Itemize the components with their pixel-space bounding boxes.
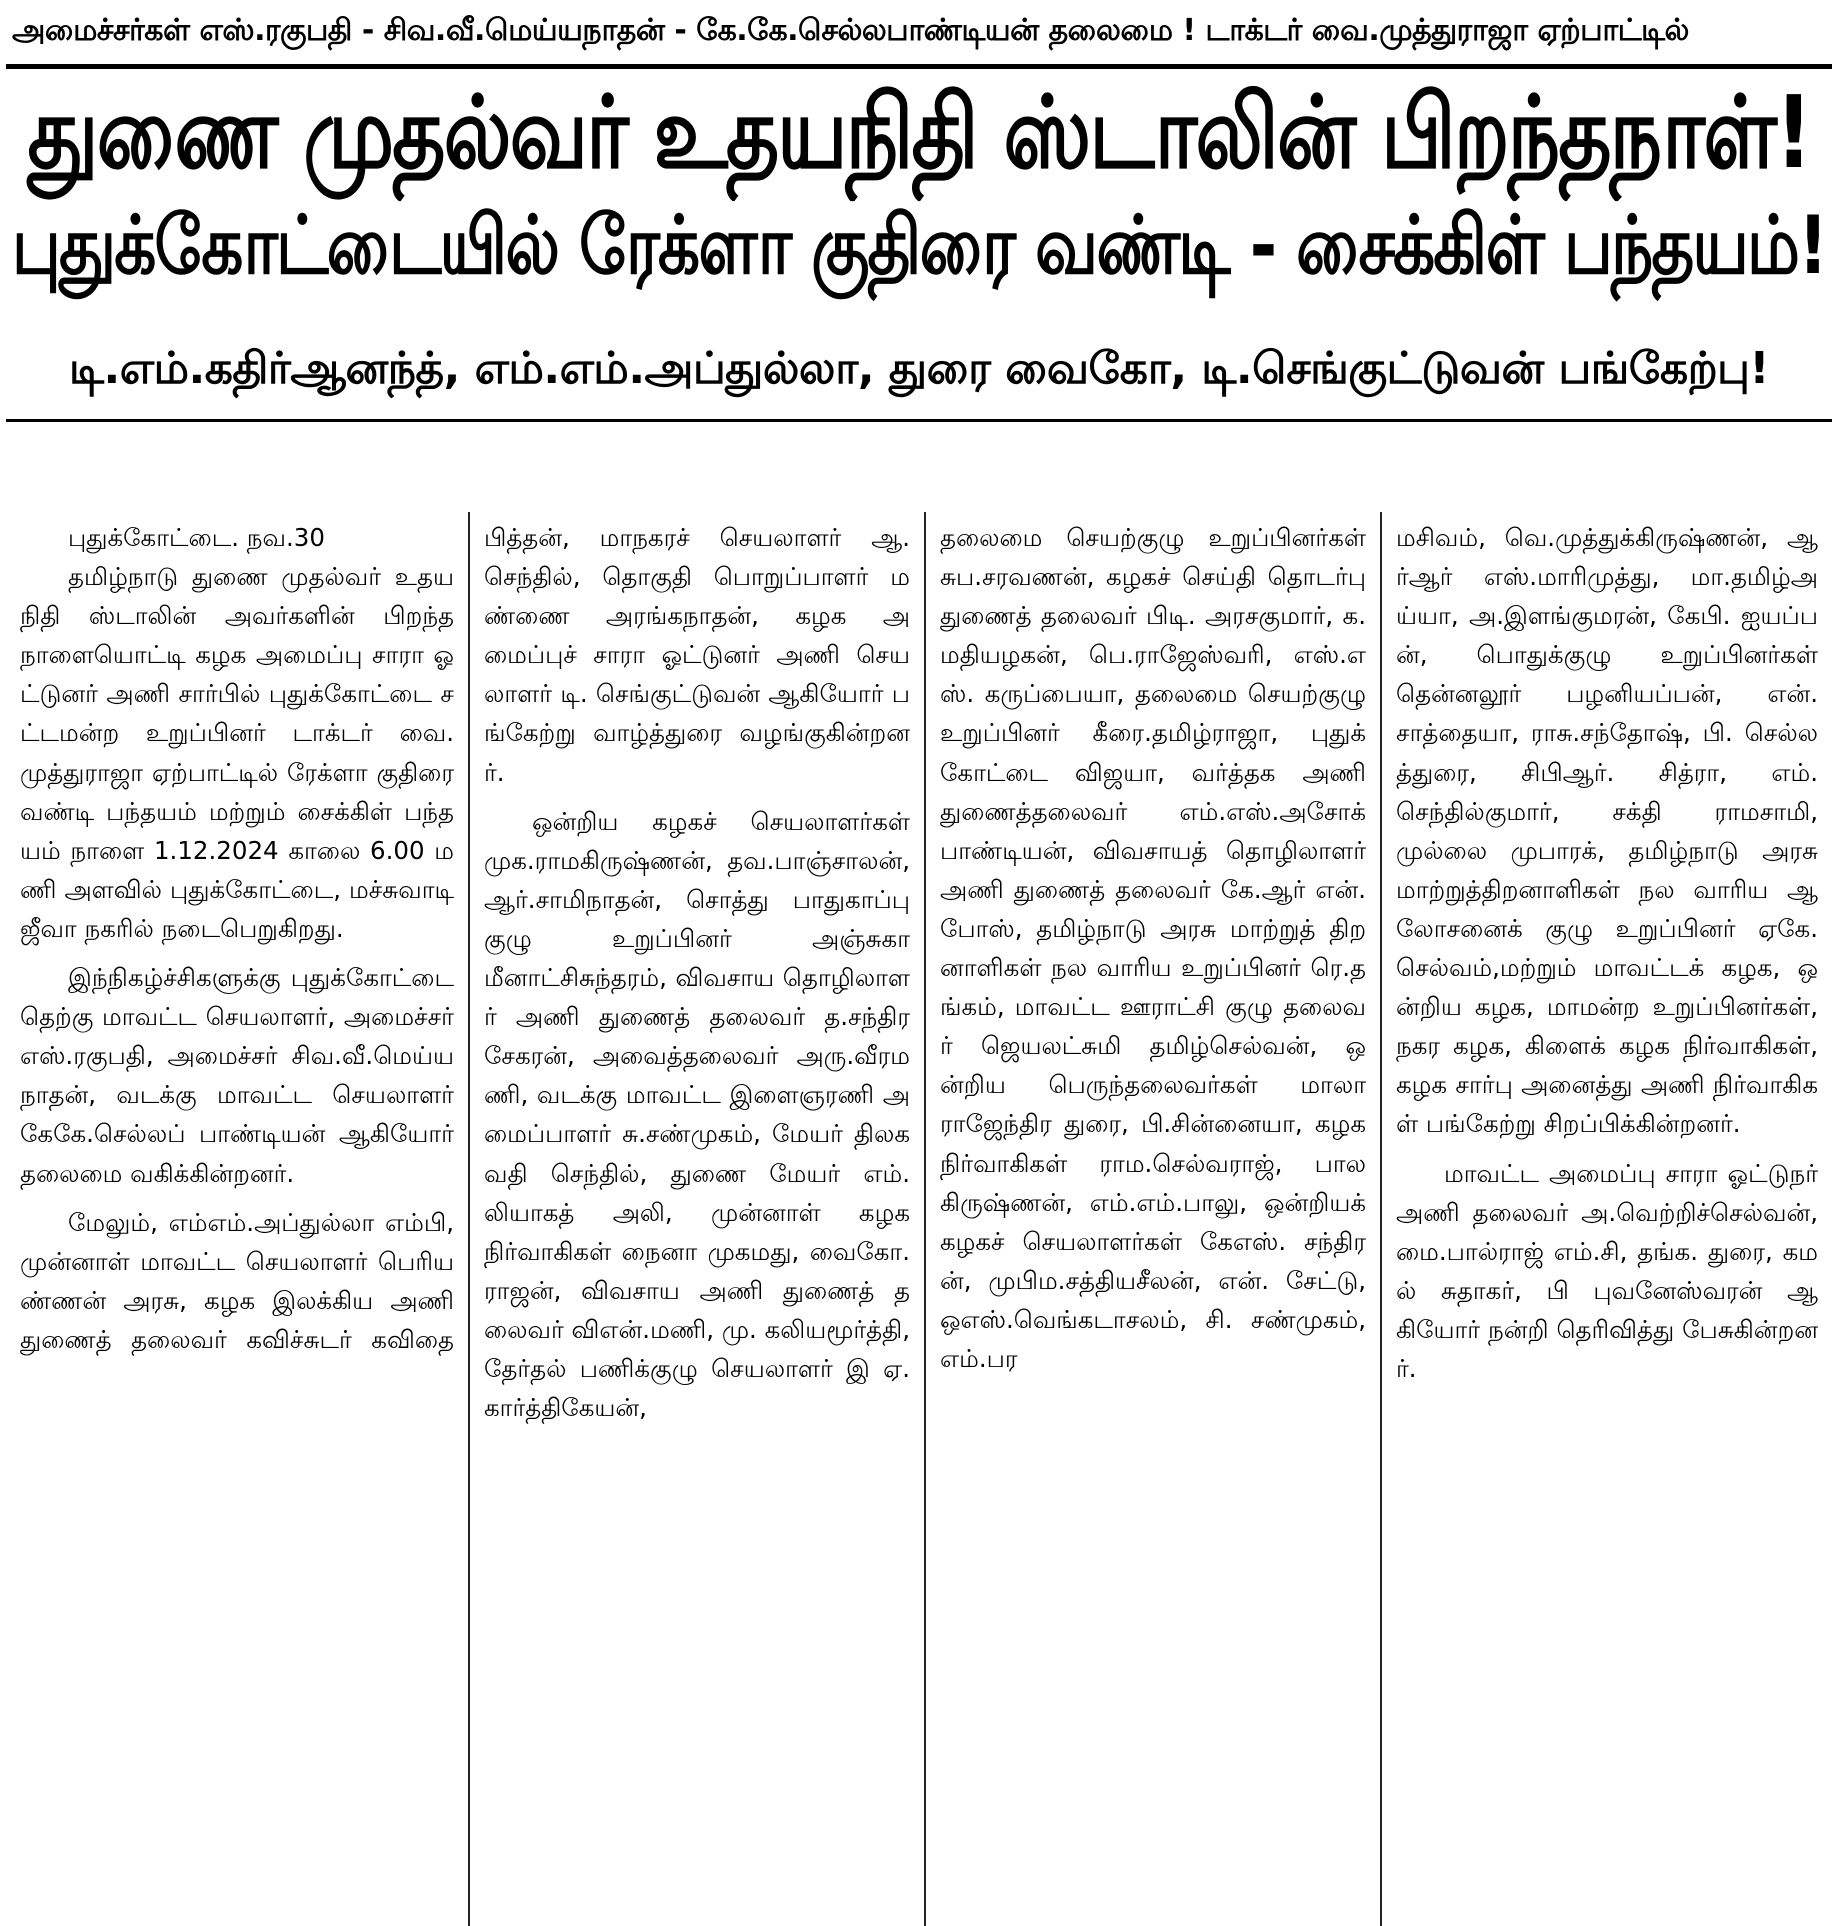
headline-line-2: புதுக்கோட்டையில் ரேக்ளா குதிரை வண்டி - சைக்கிள் பந்தயம்! — [11, 198, 1827, 293]
kicker-line: அமைச்சர்கள் எஸ்.ரகுபதி - சிவ.வீ.மெய்யநாதன் - கே.கே.செல்லபாண்டியன் தலைமை ! டாக்டர் வை.முத்துராஜா ஏற்பாட்டில் — [12, 12, 1689, 48]
subheadline: டி.எம்.கதிர்ஆனந்த், எம்.எம்.அப்துல்லா, துரை வைகோ, டி.செங்குட்டுவன் பங்கேற்பு! — [69, 343, 1769, 394]
column-3 — [926, 512, 1382, 1926]
column-2 — [470, 512, 926, 1926]
paragraph: மசிவம், வெ.முத்துக்கிருஷ்ணன், ஆர்ஆர் எஸ்.மாரிமுத்து, மா.தமிழ்அய்யா, அ.இளங்குமரன், கேபி. ஐயப்பன், பொதுக்குழு உறுப்பினர்கள் தென்னலூர் பழனியப்பன், என். சாத்தையா, ராசு.சந்தோஷ், பி. செல்லத்துரை, சிபிஆர். சித்ரா, எம். செந்தில்குமார், சக்தி ராமசாமி,முல்லை முபாரக், தமிழ்நாடு அரசு மாற்றுத்திறனாளிகள் நல வாரிய ஆலோசனைக் குழு உறுப்பினர் ஏகே.செல்வம்,மற்றும் மாவட்டக் கழக, ஒன்றிய கழக, மாமன்ற உறுப்பினர்கள், நகர கழக, கிளைக் கழக நிர்வாகிகள், கழக சார்பு அனைத்து அணி நிர்வாகிகள் பங்கேற்று சிறப்பிக்கின்றனர். — [1396, 523, 1818, 1139]
paragraph: தமிழ்நாடு துணை முதல்வர் உதயநிதி ஸ்டாலின் அவர்களின் பிறந்தநாளையொட்டி கழக அமைப்பு சாரா ஓட்டுனர் அணி சார்பில் புதுக்கோட்டை சட்டமன்ற உறுப்பினர் டாக்டர் வை.முத்துராஜா ஏற்பாட்டில் ரேக்ளா குதிரை வண்டி பந்தயம் மற்றும் சைக்கிள் பந்தயம் நாளை 1.12.2024 காலை 6.00 மணி அளவில் புதுக்கோட்டை, மச்சுவாடி ஜீவா நகரில் நடைபெறுகிறது. — [20, 562, 454, 943]
headline-line-1: துணை முதல்வர் உதயநிதி ஸ்டாலின் பிறந்தநாள்! — [27, 75, 1811, 192]
column-4 — [1382, 512, 1832, 1926]
paragraph: மாவட்ட அமைப்பு சாரா ஓட்டுநர் அணி தலைவர் அ.வெற்றிச்செல்வன், மை.பால்ராஜ் எம்.சி, தங்க. துரை, கமல் சுதாகர், பி புவனேஸ்வரன் ஆகியோர் நன்றி தெரிவித்து பேசுகின்றனர். — [1396, 1158, 1818, 1383]
paragraph: பித்தன், மாநகரச் செயலாளர் ஆ.செந்தில், தொகுதி பொறுப்பாளர் மண்ணை அரங்கநாதன், கழக அமைப்புச் சாரா ஓட்டுனர் அணி செயலாளர் டி. செங்குட்டுவன் ஆகியோர் பங்கேற்று வாழ்த்துரை வழங்குகின்றனர். — [484, 523, 910, 787]
dateline: புதுக்கோட்டை. நவ.30 — [68, 523, 325, 552]
subheadline-divider — [6, 419, 1832, 422]
paragraph: தலைமை செயற்குழு உறுப்பினர்கள் சுப.சரவணன், கழகச் செய்தி தொடர்பு துணைத் தலைவர் பிடி. அரசகுமார், க.மதியழகன், பெ.ராஜேஸ்வரி, எஸ்.எஸ். கருப்பையா, தலைமை செயற்குழு உறுப்பினர் கீரை.தமிழ்ராஜா, புதுக் கோட்டை விஜயா, வர்த்தக அணி துணைத்தலைவர் எம்.எஸ்.அசோக் பாண்டியன், விவசாயத் தொழிலாளர் அணி துணைத் தலைவர் கே.ஆர் என்.போஸ், தமிழ்நாடு அரசு மாற்றுத் திறனாளிகள் நல வாரிய உறுப்பினர் ரெ.தங்கம், மாவட்ட ஊராட்சி குழு தலைவர் ஜெயலட்சுமி தமிழ்செல்வன், ஒன்றிய பெருந்தலைவர்கள் மாலா ராஜேந்திர துரை, பி.சின்னையா, கழக நிர்வாகிகள் ராம.செல்வராஜ், பாலகிருஷ்ணன், எம்.எம்.பாலு, ஒன்றியக் கழகச் செயலாளர்கள் கேஎஸ். சந்திரன், முபிம.சத்தியசீலன், என். சேட்டு, ஒஎஸ்.வெங்கடாசலம், சி. சண்முகம், எம்.பர — [940, 523, 1366, 1373]
column-1 — [6, 512, 470, 1926]
article-body — [6, 512, 1832, 1926]
paragraph: ஒன்றிய கழகச் செயலாளர்கள் முக.ராமகிருஷ்ணன், தவ.பாஞ்சாலன், ஆர்.சாமிநாதன், சொத்து பாதுகாப்பு குழு உறுப்பினர் அஞ்சுகா மீனாட்சிசுந்தரம், விவசாய தொழிலாளர் அணி துணைத் தலைவர் த.சந்திரசேகரன், அவைத்தலைவர் அரு.வீரமணி, வடக்கு மாவட்ட இளைஞரணி அமைப்பாளர் சு.சண்முகம், மேயர் திலகவதி செந்தில், துணை மேயர் எம். லியாகத் அலி, முன்னாள் கழக நிர்வாகிகள் நைனா முகமது, வைகோ.ராஜன், விவசாய அணி துணைத் தலைவர் விஎன்.மணி, மு. கலியமூர்த்தி, தேர்தல் பணிக்குழு செயலாளர் இ ஏ. கார்த்திகேயன், — [484, 806, 910, 1423]
paragraph: மேலும், எம்எம்.அப்துல்லா எம்பி, முன்னாள் மாவட்ட செயலாளர் பெரியண்ணன் அரசு, கழக இலக்கிய அணி துணைத் தலைவர் கவிச்சுடர் கவிதை — [20, 1207, 454, 1354]
paragraph: இந்நிகழ்ச்சிகளுக்கு புதுக்கோட்டை தெற்கு மாவட்ட செயலாளர், அமைச்சர் எஸ்.ரகுபதி, அமைச்சர் சிவ.வீ.மெய்யநாதன், வடக்கு மாவட்ட செயலாளர் கேகே.செல்லப் பாண்டியன் ஆகியோர் தலைமை வகிக்கின்றனர். — [20, 963, 454, 1188]
